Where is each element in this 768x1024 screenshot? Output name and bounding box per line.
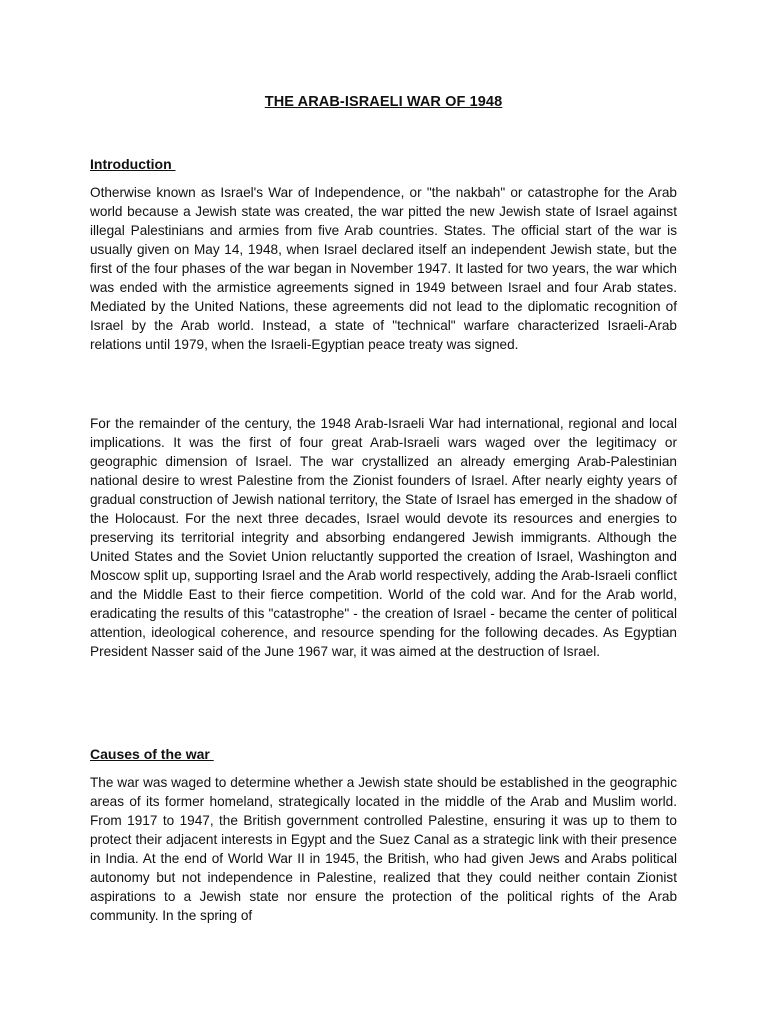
paragraph-causes-1: The war was waged to determine whether a Jewish state should be established in the geographic areas of its former homeland, strategically located in the middle of the Arab and Muslim world. From 1917 to 1947, the British government controlled Palestine, ensuring it was up to them to protect their adjacent interests in Egypt and the Suez Canal as a strategic link with their presence in India. At the end of World War II in 1945, the British, who had given Jews and Arabs political autonomy but not independence in Palestine, realized that they could neither contain Zionist aspirations to a Jewish state nor ensure the protection of the political rights of the Arab community. In the spring of <box>90 775 677 923</box>
paragraph-introduction-1: Otherwise known as Israel's War of Independence, or "the nakbah" or catastrophe for the Arab world because a Jewish state was created, the war pitted the new Jewish state of Israel against illegal Palestinians and armies from five Arab countries. States. The official start of the war is usually given on May 14, 1948, when Israel declared itself an independent Jewish state, but the first of the four phases of the war began in November 1947. It lasted for two years, the war which was ended with the armistice agreements signed in 1949 between Israel and four Arab states. Mediated by the United Nations, these agreements did not lead to the diplomatic recognition of Israel by the Arab world. Instead, a state of "technical" warfare characterized Israeli-Arab relations until 1979, when the Israeli-Egyptian peace treaty was signed. <box>90 185 677 352</box>
section-heading-introduction: Introduction <box>90 156 176 172</box>
paragraph-introduction-2: For the remainder of the century, the 1948 Arab-Israeli War had international, regional and local implications. It was the first of four great Arab-Israeli wars waged over the legitimacy or geographic dimension of Israel. The war crystallized an already emerging Arab-Palestinian national desire to wrest Palestine from the Zionist founders of Israel. After nearly eighty years of gradual construction of Jewish national territory, the State of Israel has emerged in the shadow of the Holocaust. For the next three decades, Israel would devote its resources and energies to preserving its territorial integrity and absorbing endangered Jewish immigrants. Although the United States and the Soviet Union reluctantly supported the creation of Israel, Washington and Moscow split up, supporting Israel and the Arab world respectively, adding the Arab-Israeli conflict and the Middle East to their fierce competition. World of the cold war. And for the Arab world, eradicating the results of this "catastrophe" - the creation of Israel - became the center of political attention, ideological coherence, and resource spending for the following decades. As Egyptian President Nasser said of the June 1967 war, it was aimed at the destruction of Israel. <box>90 416 677 659</box>
section-heading-causes: Causes of the war <box>90 746 214 762</box>
document-title: THE ARAB-ISRAELI WAR OF 1948 <box>264 94 503 110</box>
